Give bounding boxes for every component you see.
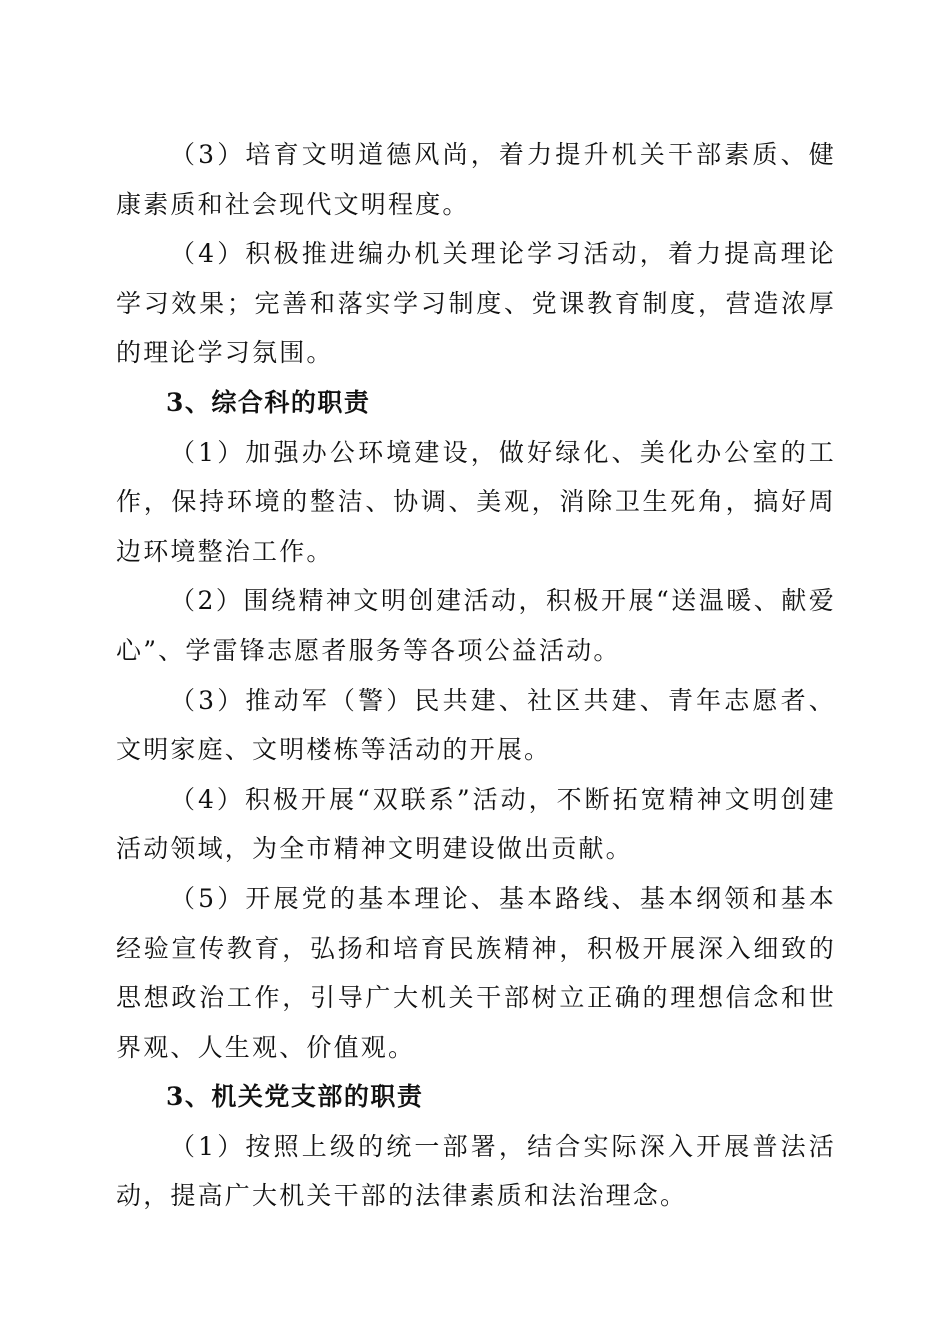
paragraph-training-civility: （3）培育文明道德风尚，着力提升机关干部素质、健康素质和社会现代文明程度。 — [116, 140, 836, 219]
section-heading-party-branch: 3、机关党支部的职责 — [166, 1082, 424, 1112]
paragraph-law-popularization: （1）按照上级的统一部署，结合实际深入开展普法活动，提高广大机关干部的法律素质和法治理念。 — [116, 1131, 836, 1211]
document-body — [116, 130, 836, 1221]
paragraph-office-environment: （1）加强办公环境建设，做好绿化、美化办公室的工作，保持环境的整洁、协调、美观，消除卫生死角，搞好周边环境整治工作。 — [116, 437, 836, 566]
paragraph-public-welfare: （2）围绕精神文明创建活动，积极开展“送温暖、献爱心”、学雷锋志愿者服务等各项公益活动。 — [116, 586, 836, 665]
section-heading-general-office: 3、综合科的职责 — [166, 387, 371, 417]
paragraph-double-contact: （4）积极开展“双联系”活动，不断拓宽精神文明创建活动领域，为全市精神文明建设做出贡献。 — [116, 784, 836, 864]
paragraph-party-theory-education: （5）开展党的基本理论、基本路线、基本纲领和基本经验宣传教育，弘扬和培育民族精神，积极开展深入细致的思想政治工作，引导广大机关干部树立正确的理想信念和世界观、人生观、价值观。 — [116, 883, 836, 1062]
paragraph-theory-study: （4）积极推进编办机关理论学习活动，着力提高理论学习效果；完善和落实学习制度、党课教育制度，营造浓厚的理论学习氛围。 — [116, 239, 836, 368]
paragraph-co-construction: （3）推动军（警）民共建、社区共建、青年志愿者、文明家庭、文明楼栋等活动的开展。 — [116, 685, 836, 765]
